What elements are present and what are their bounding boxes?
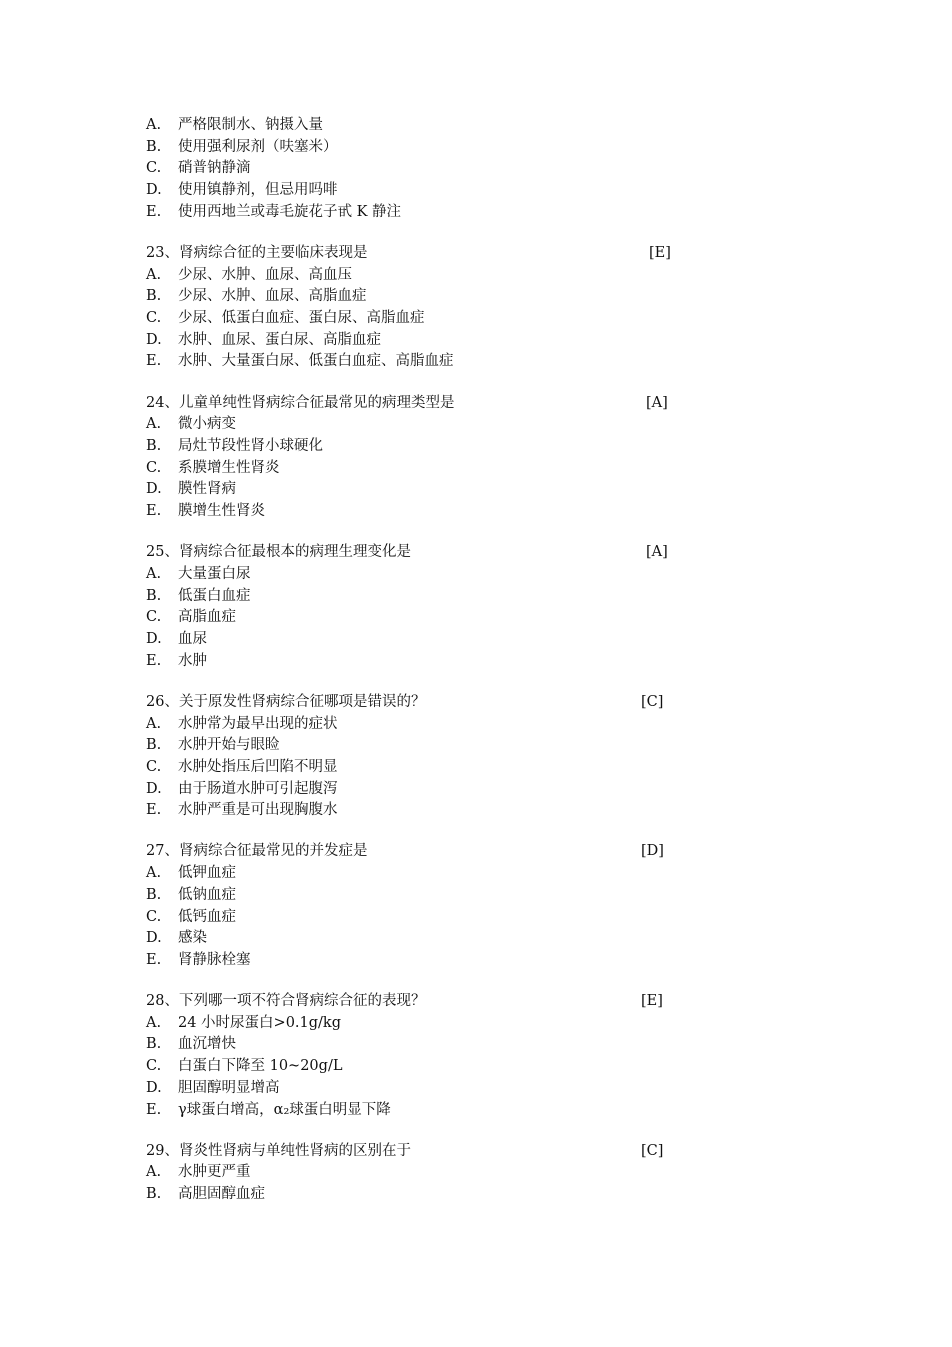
option-text: 严格限制水、钠摄入量: [178, 117, 323, 133]
option-line: [146, 115, 686, 137]
option-text: 24 小时尿蛋白>0.1g/kg: [178, 1014, 342, 1031]
option-text: 血沉增快: [178, 1036, 236, 1053]
option-line: [146, 351, 686, 373]
option-line: [146, 779, 686, 801]
answer-key: [E]: [649, 244, 671, 261]
question-block: [146, 692, 686, 822]
option-letter: A.: [146, 266, 162, 283]
question-number: 23: [146, 244, 165, 261]
question-text: 肾病综合征最常见的并发症是: [178, 843, 368, 860]
option-line: [146, 800, 686, 822]
number-separator: 、: [164, 544, 179, 561]
question-stem: [146, 692, 686, 714]
option-text: 高胆固醇血症: [178, 1186, 265, 1203]
option-text: 少尿、水肿、血尿、高血压: [178, 266, 352, 283]
question-block: [146, 243, 686, 373]
option-letter: B.: [146, 1186, 162, 1203]
option-line: [146, 180, 686, 202]
option-text: 肾静脉栓塞: [178, 951, 251, 968]
option-letter: B.: [146, 737, 162, 754]
option-letter: B.: [146, 886, 162, 903]
question-text: 肾病综合征的主要临床表现是: [178, 244, 368, 261]
option-text: 少尿、低蛋白血症、蛋白尿、高脂血症: [178, 310, 425, 326]
option-text: 胆固醇明显增高: [178, 1079, 280, 1096]
option-line: [146, 1184, 686, 1206]
option-text: 微小病变: [178, 416, 236, 433]
option-line: [146, 1056, 686, 1078]
question-number: 25: [146, 544, 165, 561]
option-text: 系膜增生性肾炎: [178, 459, 280, 476]
question-block: [146, 841, 686, 971]
option-text: 水肿、血尿、蛋白尿、高脂血症: [178, 331, 381, 348]
option-letter: B.: [146, 587, 162, 604]
option-text: 白蛋白下降至 10~20g/L: [178, 1058, 343, 1075]
question-number: 26: [146, 693, 165, 710]
option-letter: B.: [146, 1036, 162, 1053]
number-separator: 、: [164, 244, 179, 261]
option-text: 水肿处指压后凹陷不明显: [178, 758, 338, 775]
option-line: [146, 458, 686, 480]
option-text: 水肿更严重: [178, 1164, 251, 1181]
option-line: [146, 586, 686, 608]
option-line: [146, 414, 686, 436]
option-letter: C.: [146, 310, 162, 326]
option-text: 低钙血症: [178, 908, 236, 925]
option-line: [146, 885, 686, 907]
option-line: [146, 564, 686, 586]
question-block: [146, 542, 686, 672]
option-letter: C.: [146, 908, 162, 925]
option-letter: C.: [146, 459, 162, 476]
answer-key: [C]: [641, 693, 664, 710]
question-text: 儿童单纯性肾病综合征最常见的病理类型是: [178, 394, 455, 411]
option-letter: C.: [146, 160, 162, 177]
question-number: 29: [146, 1142, 165, 1159]
option-letter: C.: [146, 758, 162, 775]
option-letter: C.: [146, 1058, 162, 1075]
question-text: 关于原发性肾病综合征哪项是错误的？: [178, 693, 426, 710]
question-block: [146, 1141, 686, 1206]
option-letter: D.: [146, 481, 162, 498]
option-letter: E.: [146, 203, 162, 220]
spacer: [146, 373, 686, 393]
option-letter: D.: [146, 1079, 162, 1096]
option-letter: D.: [146, 182, 162, 199]
question-block: [146, 991, 686, 1121]
option-letter: D.: [146, 331, 162, 348]
option-line: [146, 1100, 686, 1122]
answer-key: [D]: [641, 843, 664, 860]
number-separator: 、: [164, 843, 179, 860]
option-line: [146, 158, 686, 180]
option-text: 由于肠道水肿可引起腹泻: [178, 780, 338, 797]
option-text: 局灶节段性肾小球硬化: [178, 437, 323, 454]
option-text: 膜性肾病: [178, 481, 236, 498]
option-text: 少尿、水肿、血尿、高脂血症: [178, 288, 367, 305]
question-text: 下列哪一项不符合肾病综合征的表现？: [178, 993, 426, 1010]
option-text: 膜增生性肾炎: [178, 503, 265, 519]
option-text: 低钠血症: [178, 886, 236, 903]
option-line: [146, 1078, 686, 1100]
option-line: [146, 265, 686, 287]
option-line: [146, 479, 686, 501]
option-letter: A.: [146, 1014, 162, 1031]
option-line: [146, 863, 686, 885]
option-letter: E.: [146, 353, 162, 370]
option-letter: E.: [146, 652, 162, 669]
option-letter: D.: [146, 930, 162, 947]
option-letter: B.: [146, 437, 162, 454]
option-line: [146, 757, 686, 779]
question-text: 肾炎性肾病与单纯性肾病的区别在于: [178, 1142, 411, 1159]
option-text: 水肿常为最早出现的症状: [178, 715, 338, 732]
option-letter: A.: [146, 1164, 162, 1181]
option-letter: D.: [146, 630, 162, 647]
option-line: [146, 651, 686, 673]
option-letter: A.: [146, 565, 162, 582]
spacer: [146, 223, 686, 243]
option-text: 使用西地兰或毒毛旋花子甙 K 静注: [178, 203, 402, 220]
option-text: 低钾血症: [178, 865, 236, 882]
option-text: 水肿: [178, 652, 207, 669]
question-stem: [146, 393, 686, 415]
option-text: 感染: [178, 930, 207, 947]
option-line: [146, 907, 686, 929]
option-letter: D.: [146, 780, 162, 797]
answer-key: [A]: [646, 544, 668, 561]
option-text: 高脂血症: [178, 609, 236, 626]
option-text: 大量蛋白尿: [178, 565, 251, 582]
question-number: 27: [146, 843, 165, 860]
option-letter: A.: [146, 117, 162, 133]
option-letter: E.: [146, 503, 162, 519]
number-separator: 、: [164, 993, 179, 1010]
question-stem: [146, 542, 686, 564]
option-text: 血尿: [178, 630, 207, 647]
option-letter: A.: [146, 865, 162, 882]
option-line: [146, 714, 686, 736]
spacer: [146, 822, 686, 842]
question-number: 24: [146, 394, 165, 411]
option-line: [146, 137, 686, 159]
option-text: 使用强利尿剂（呋塞米）: [178, 138, 338, 155]
option-line: [146, 202, 686, 224]
option-line: [146, 1034, 686, 1056]
option-text: 水肿、大量蛋白尿、低蛋白血症、高脂血症: [178, 353, 454, 370]
option-text: γ球蛋白增高，α₂球蛋白明显下降: [178, 1101, 391, 1118]
question-block: [146, 393, 686, 523]
option-line: [146, 308, 686, 330]
spacer: [146, 523, 686, 543]
option-line: [146, 501, 686, 523]
option-line: [146, 436, 686, 458]
question-stem: [146, 991, 686, 1013]
option-text: 硝普钠静滴: [178, 160, 251, 177]
option-line: [146, 950, 686, 972]
option-letter: A.: [146, 416, 162, 433]
option-letter: E.: [146, 951, 162, 968]
answer-key: [C]: [641, 1142, 664, 1159]
spacer: [146, 972, 686, 992]
question-stem: [146, 1141, 686, 1163]
answer-key: [A]: [646, 394, 668, 411]
option-text: 水肿开始与眼睑: [178, 737, 280, 754]
number-separator: 、: [164, 1142, 179, 1159]
option-letter: B.: [146, 138, 162, 155]
option-line: [146, 286, 686, 308]
option-text: 低蛋白血症: [178, 587, 251, 604]
number-separator: 、: [164, 394, 179, 411]
question-stem: [146, 243, 686, 265]
question-text: 肾病综合征最根本的病理生理变化是: [178, 544, 411, 561]
option-text: 水肿严重是可出现胸腹水: [178, 802, 338, 819]
option-letter: A.: [146, 715, 162, 732]
option-letter: B.: [146, 288, 162, 305]
number-separator: 、: [164, 693, 179, 710]
option-text: 使用镇静剂，但忌用吗啡: [178, 182, 338, 199]
option-line: [146, 629, 686, 651]
answer-key: [E]: [641, 993, 663, 1010]
option-letter: E.: [146, 802, 162, 819]
option-line: [146, 735, 686, 757]
option-letter: C.: [146, 609, 162, 626]
option-line: [146, 1162, 686, 1184]
option-line: [146, 607, 686, 629]
option-line: [146, 928, 686, 950]
spacer: [146, 672, 686, 692]
option-line: [146, 330, 686, 352]
option-line: [146, 1013, 686, 1035]
question-stem: [146, 841, 686, 863]
spacer: [146, 1121, 686, 1141]
question-number: 28: [146, 993, 165, 1010]
question-list: [146, 115, 686, 1206]
option-letter: E.: [146, 1101, 162, 1118]
